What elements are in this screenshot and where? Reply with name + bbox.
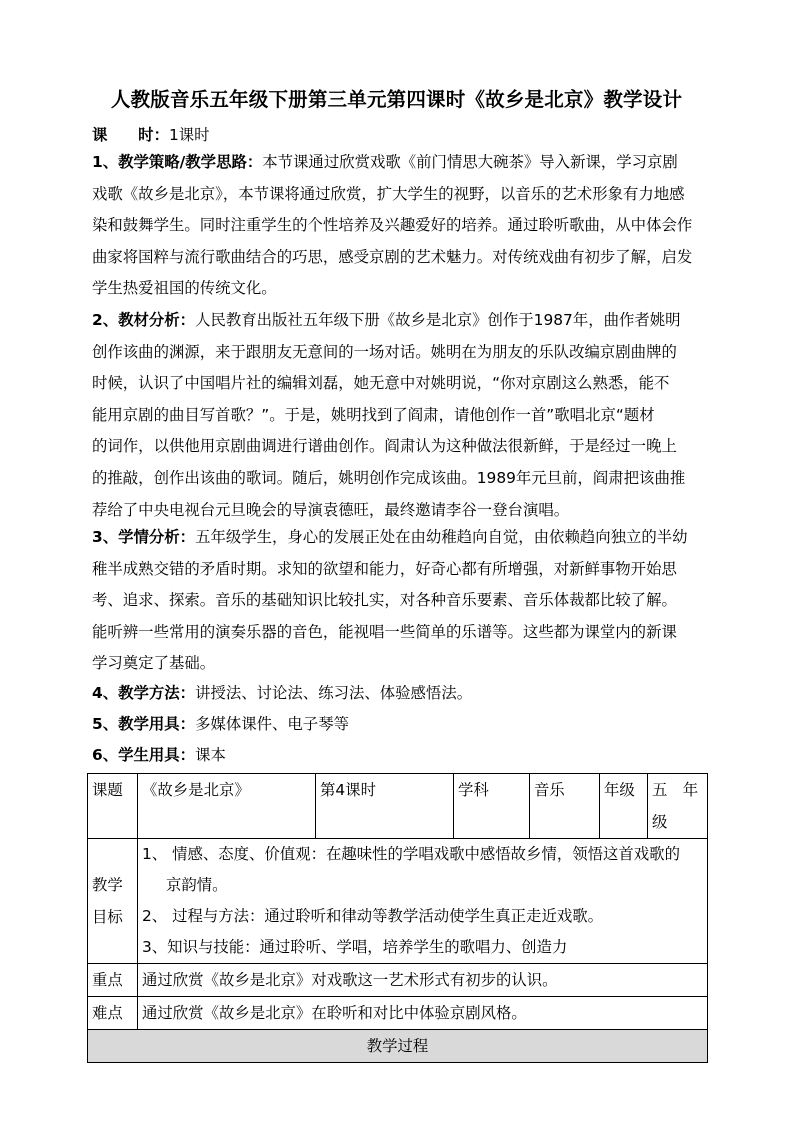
paragraph-line: 能听辨一些常用的演奏乐器的音色，能视唱一些简单的乐谱等。这些都为课堂内的新课 <box>92 622 677 641</box>
teaching-process-header: 教学过程 <box>88 1030 708 1063</box>
table-row-process <box>88 1030 708 1063</box>
paragraph-line: 的词作，以供他用京剧曲调进行谱曲创作。阎肃认为这种做法很新鲜，于是经过一晚上 <box>92 437 677 456</box>
paragraph-line: 稚半成熟交错的矛盾时期。求知的欲望和能力，好奇心都有所增强，对新鲜事物开始思 <box>92 559 677 578</box>
section-student-analysis <box>92 522 708 680</box>
lesson-time-line <box>92 123 210 145</box>
section-teaching-tools <box>92 709 708 741</box>
subject-value-cell: 音乐 <box>530 774 600 839</box>
paragraph-line: 6、学生用具：课本 <box>92 746 226 764</box>
objective-item: 京韵情。 <box>166 876 228 894</box>
section-label: 1、教学策略/教学思路： <box>92 153 263 171</box>
section-label: 3、学情分析： <box>92 528 196 546</box>
paragraph-line: 学习奠定了基础。 <box>92 654 216 673</box>
paragraph-line: 学生热爱祖国的传统文化。 <box>92 279 277 298</box>
paragraph-line: 曲家将国粹与流行歌曲结合的巧思，感受京剧的艺术魅力。对传统戏曲有初步了解，启发 <box>92 247 693 266</box>
difficulty-label-cell: 难点 <box>88 997 138 1030</box>
paragraph-line: 2、教材分析：人民教育出版社五年级下册《故乡是北京》创作于1987年，曲作者姚明 <box>92 311 681 329</box>
table-row-objectives <box>88 839 708 964</box>
subject-label-cell: 学科 <box>454 774 530 839</box>
paragraph-line: 戏歌《故乡是北京》，本节课将通过欣赏，扩大学生的视野，以音乐的艺术形象有力地感 <box>92 184 685 203</box>
table-row <box>88 774 708 839</box>
paragraph-line: 考、追求、探索。音乐的基础知识比较扎实，对各种音乐要素、音乐体裁都比较了解。 <box>92 591 677 610</box>
section-teaching-method <box>92 678 708 710</box>
paragraph-line: 5、教学用具：多媒体课件、电子琴等 <box>92 715 349 733</box>
paragraph-line: 4、教学方法：讲授法、讨论法、练习法、体验感悟法。 <box>92 684 473 702</box>
section-label: 2、教材分析： <box>92 311 196 329</box>
paragraph-line: 3、学情分析：五年级学生，身心的发展正处在由幼稚趋向自觉，由依赖趋向独立的半幼 <box>92 528 688 546</box>
section-textbook-analysis <box>92 305 708 526</box>
paragraph-line: 时候，认识了中国唱片社的编辑刘磊，她无意中对姚明说，“你对京剧这么熟悉，能不 <box>92 374 670 393</box>
objectives-content-cell <box>138 839 708 964</box>
paragraph-line: 荐给了中央电视台元旦晚会的导演袁德旺，最终邀请李谷一登台演唱。 <box>92 500 570 519</box>
objective-item: 1、 情感、态度、价值观：在趣味性的学唱戏歌中感悟故乡情，领悟这首戏歌的 <box>142 845 680 863</box>
difficulty-value-cell: 通过欣赏《故乡是北京》在聆听和对比中体验京剧风格。 <box>138 997 708 1030</box>
section-label: 5、教学用具： <box>92 715 196 733</box>
section-teaching-strategy <box>92 147 708 305</box>
key-point-value-cell: 通过欣赏《故乡是北京》对戏歌这一艺术形式有初步的认识。 <box>138 964 708 997</box>
grade-value-cell: 五 年 级 <box>648 774 708 839</box>
table-row-difficulty <box>88 997 708 1030</box>
period-cell: 第4课时 <box>316 774 454 839</box>
paragraph-line: 能用京剧的曲目写首歌？”。于是，姚明找到了阎肃，请他创作一首”歌唱北京“题材 <box>92 405 655 424</box>
section-label: 6、学生用具： <box>92 746 196 764</box>
objective-item: 3、知识与技能：通过聆听、学唱，培养学生的歌唱力、创造力 <box>142 938 568 956</box>
paragraph-line: 的推敲，创作出该曲的歌词。随后，姚明创作完成该曲。1989年元旦前，阎肃把该曲推 <box>92 468 686 487</box>
document-title: 人教版音乐五年级下册第三单元第四课时《故乡是北京》教学设计 <box>110 88 683 111</box>
objectives-label-cell: 教学 目标 <box>88 839 138 964</box>
topic-value-cell: 《故乡是北京》 <box>138 774 316 839</box>
lesson-time-label: 课 时： <box>92 126 169 144</box>
section-student-tools <box>92 740 708 772</box>
objective-item: 2、 过程与方法：通过聆听和律动等教学活动使学生真正走近戏歌。 <box>142 907 604 925</box>
topic-label-cell: 课题 <box>88 774 138 839</box>
grade-label-cell: 年级 <box>600 774 648 839</box>
lesson-plan-table <box>87 773 708 1063</box>
lesson-time-value: 1课时 <box>168 126 210 144</box>
paragraph-line: 创作该曲的渊源，来于跟朋友无意间的一场对话。姚明在为朋友的乐队改编京剧曲牌的 <box>92 342 677 361</box>
paragraph-line: 染和鼓舞学生。同时注重学生的个性培养及兴趣爱好的培养。通过聆听歌曲，从中体会作 <box>92 216 693 235</box>
paragraph-line: 1、教学策略/教学思路：本节课通过欣赏戏歌《前门情思大碗茶》导入新课，学习京剧 <box>92 153 678 171</box>
table-row-key-point <box>88 964 708 997</box>
section-label: 4、教学方法： <box>92 684 196 702</box>
key-point-label-cell: 重点 <box>88 964 138 997</box>
